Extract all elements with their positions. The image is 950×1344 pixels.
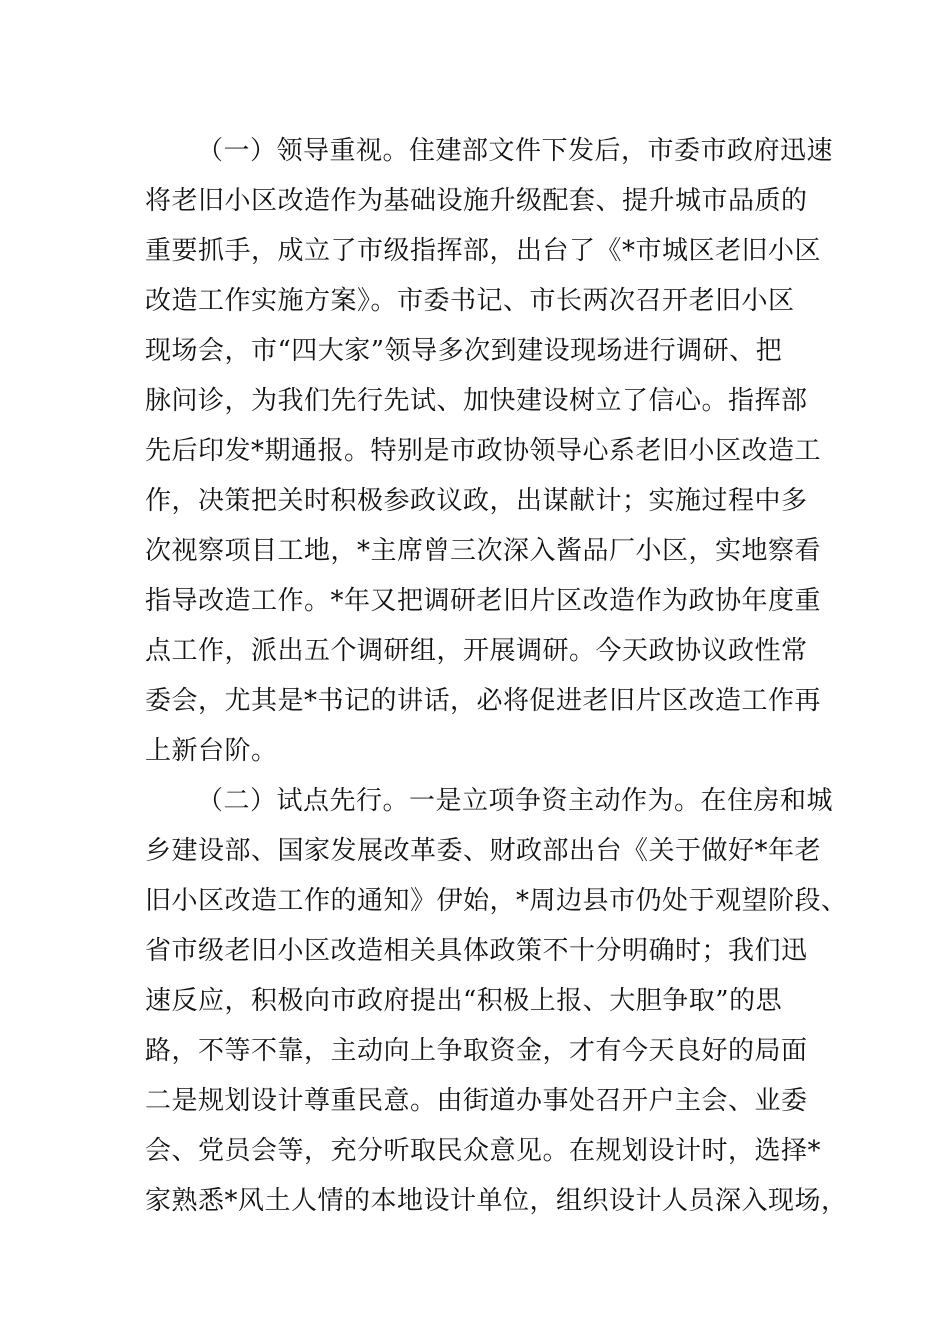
text-line: 脉问诊，为我们先行先试、加快建设树立了信心。指挥部 — [145, 386, 808, 416]
text-line: 指导改造工作。*年又把调研老旧片区改造作为政协年度重 — [145, 586, 822, 616]
text-line: 改造工作实施方案》。市委书记、市长两次召开老旧小区 — [145, 286, 795, 316]
text-line: 家熟悉*风土人情的本地设计单位，组织设计人员深入现场， — [145, 1186, 848, 1216]
text-line: 旧小区改造工作的通知》伊始，*周边县市仍处于观望阶段、 — [145, 886, 848, 916]
text-line: 将老旧小区改造作为基础设施升级配套、提升城市品质的 — [145, 186, 808, 216]
text-line: 次视察项目工地，*主席曾三次深入酱品厂小区，实地察看 — [145, 536, 822, 566]
text-line: 委会，尤其是*书记的讲话，必将促进老旧片区改造工作再 — [145, 686, 822, 716]
text-line: 先后印发*期通报。特别是市政协领导心系老旧小区改造工 — [145, 436, 822, 466]
text-line: 会、党员会等，充分听取民众意见。在规划设计时，选择* — [145, 1136, 822, 1166]
text-line: 点工作，派出五个调研组，开展调研。今天政协议政性常 — [145, 636, 808, 666]
text-line: 上新台阶。 — [145, 736, 278, 766]
text-line: 路，不等不靠，主动向上争取资金，才有今天良好的局面 — [145, 1036, 808, 1066]
text-line: （二）试点先行。一是立项争资主动作为。在住房和城 — [197, 786, 834, 816]
text-line: 作，决策把关时积极参政议政，出谋献计；实施过程中多 — [145, 486, 808, 516]
text-line: 二是规划设计尊重民意。由街道办事处召开户主会、业委 — [145, 1086, 808, 1116]
text-line: 重要抓手，成立了市级指挥部，出台了《*市城区老旧小区 — [145, 236, 822, 266]
text-line: 乡建设部、国家发展改革委、财政部出台《关于做好*年老 — [145, 836, 822, 866]
text-line: 速反应，积极向市政府提出“积极上报、大胆争取”的思 — [145, 986, 783, 1016]
text-line: 省市级老旧小区改造相关具体政策不十分明确时；我们迅 — [145, 936, 808, 966]
text-line: 现场会，市“四大家”领导多次到建设现场进行调研、把 — [145, 336, 783, 366]
text-line: （一）领导重视。住建部文件下发后，市委市政府迅速 — [197, 136, 834, 166]
